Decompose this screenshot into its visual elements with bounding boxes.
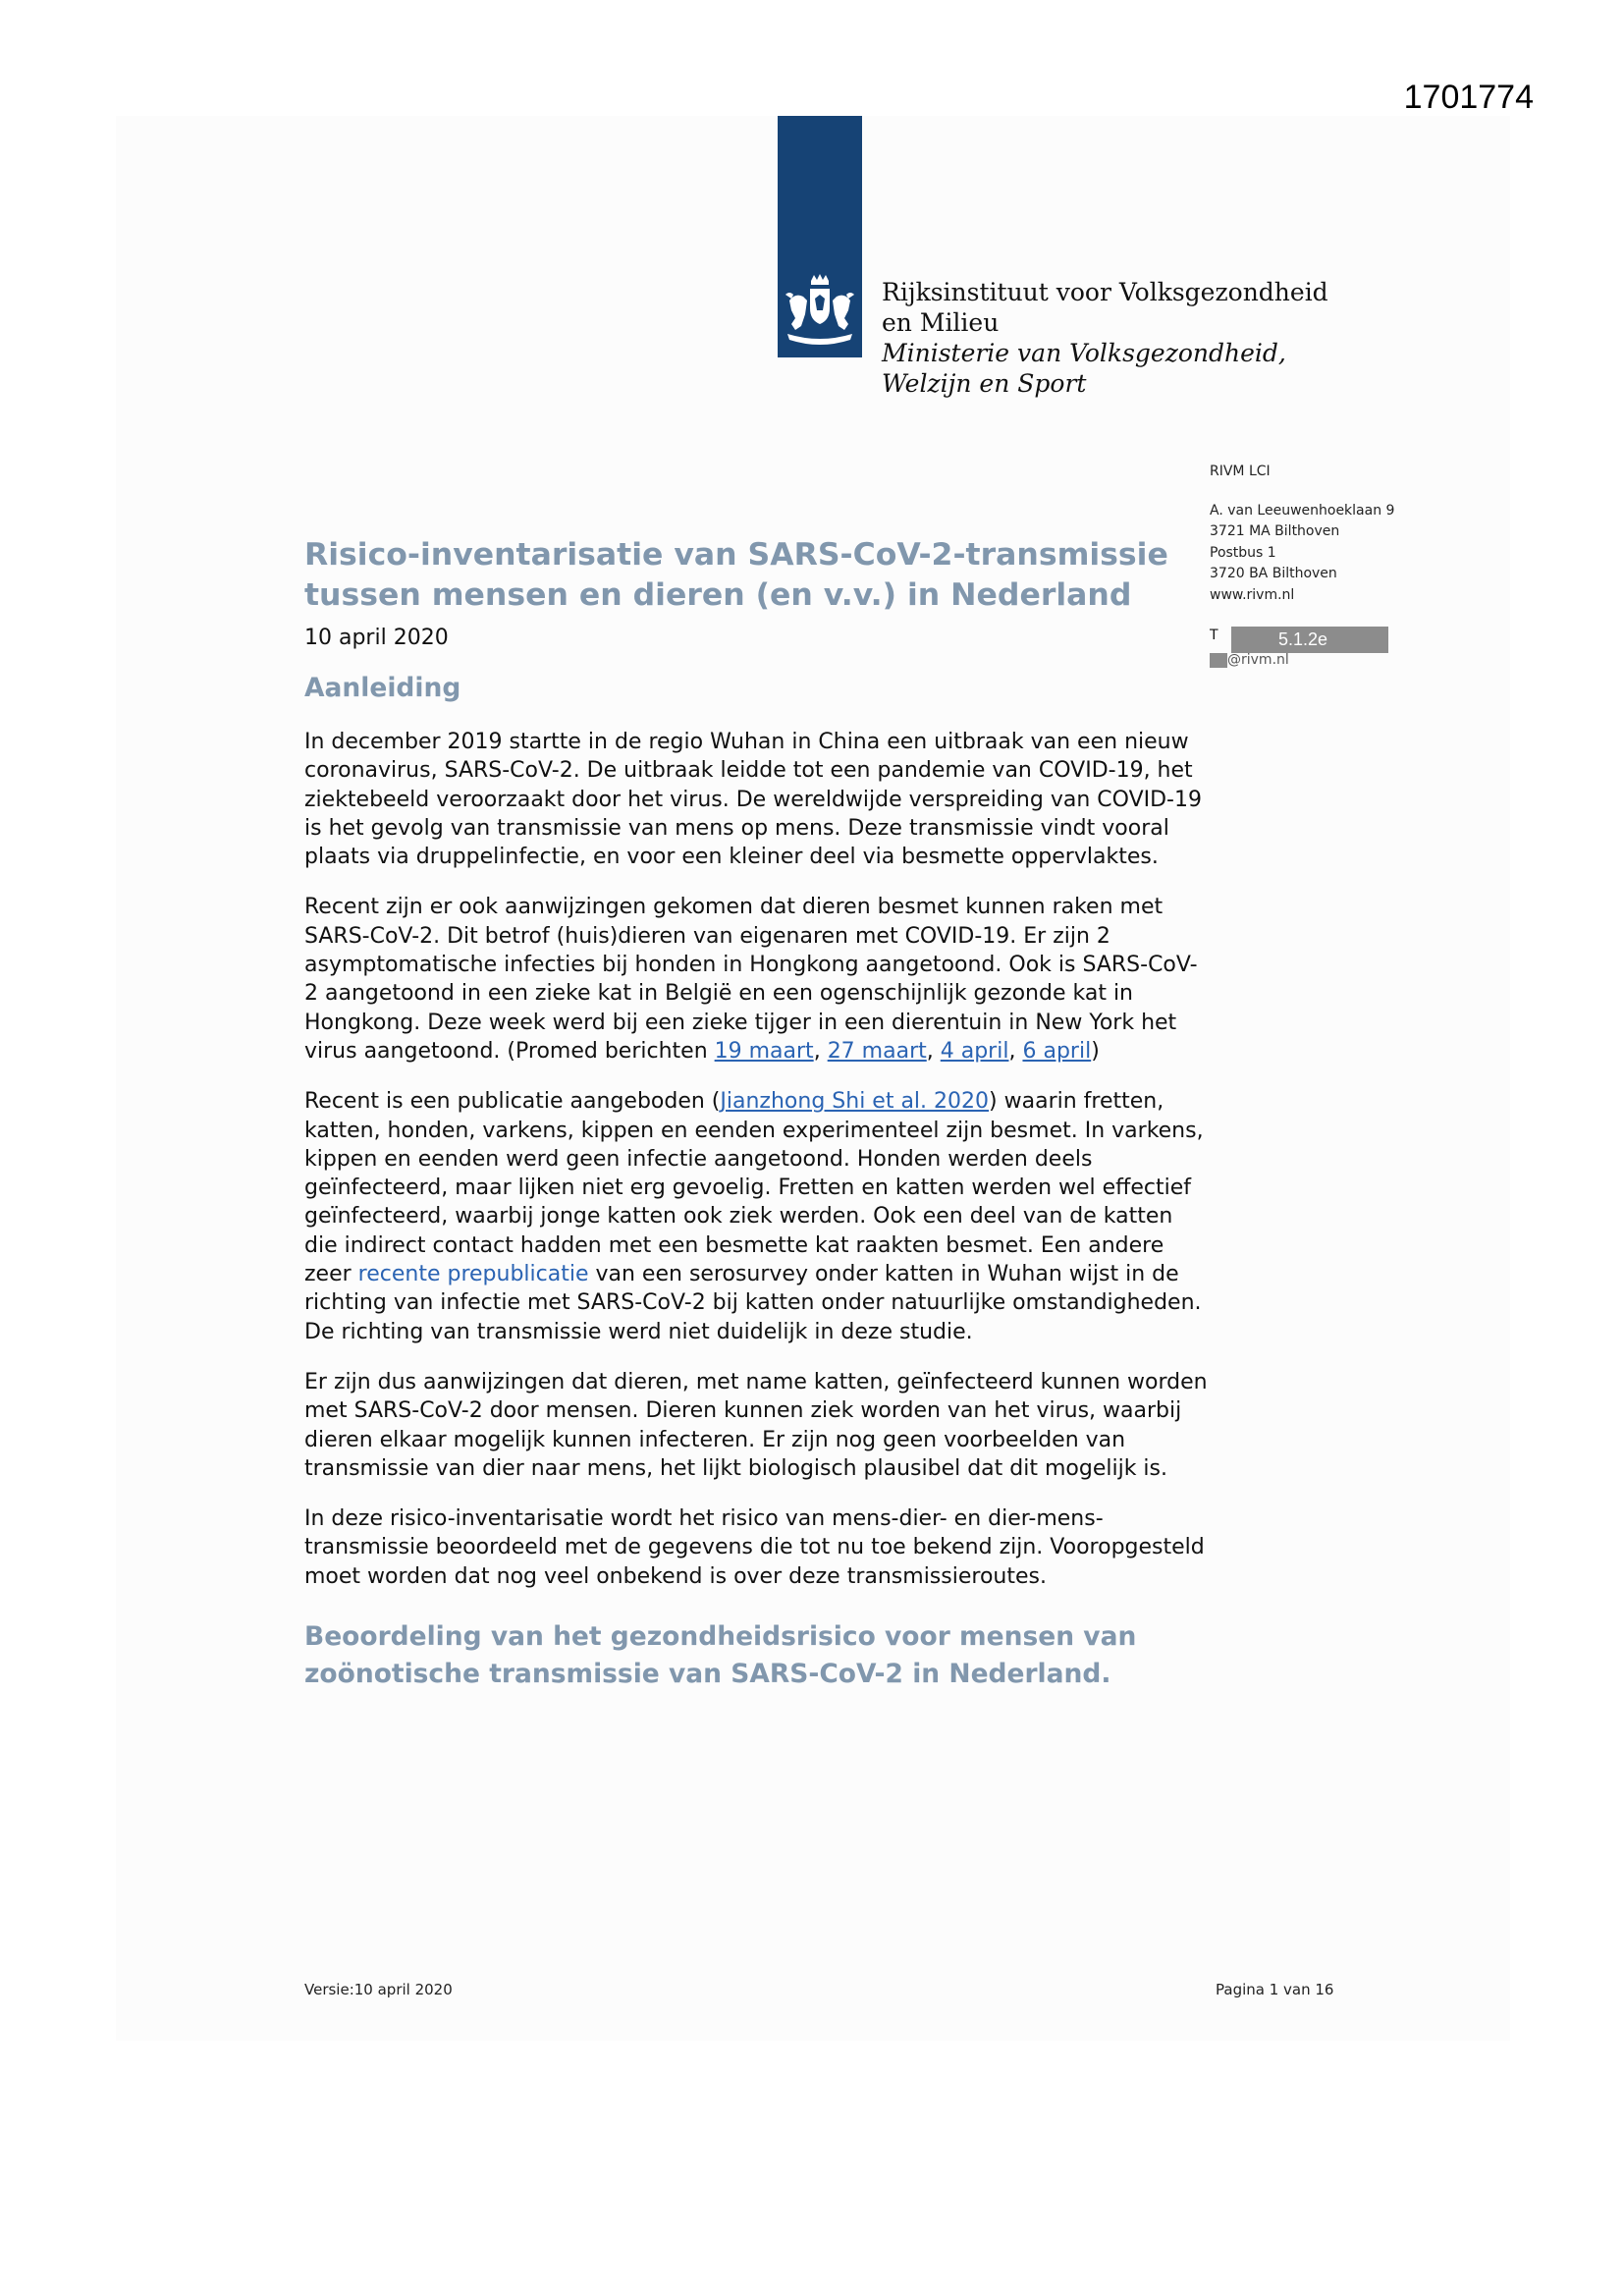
- address-line: 3721 MA Bilthoven: [1210, 523, 1340, 539]
- redaction-box: 5.1.2e: [1231, 627, 1388, 653]
- logo-wordmark: [882, 277, 1328, 399]
- document-title: Risico-inventarisatie van SARS-CoV-2-transmissie tussen mensen en dieren (en v.v.) in Nederland: [304, 537, 1168, 613]
- email-fragment: @rivm.nl: [1227, 652, 1289, 668]
- logo-line-4: Welzijn en Sport: [882, 369, 1087, 398]
- paragraph-5: In deze risico-inventarisatie wordt het risico van mens-dier- en dier-mens-transmissie beoordeeld met de gegevens die tot nu toe bekend zijn. Vooropgesteld moet worden dat nog veel onbekend is over deze transmissieroutes.: [304, 1506, 1205, 1589]
- paragraph-3-part-a: Recent is een publicatie aangeboden (: [304, 1089, 721, 1115]
- redaction-box-small: [1210, 653, 1227, 668]
- section-heading-aanleiding: Aanleiding: [304, 673, 461, 703]
- footer-version: Versie:10 april 2020: [304, 1981, 453, 1998]
- website-line: www.rivm.nl: [1210, 586, 1295, 603]
- sender-block: [1210, 462, 1394, 606]
- document-date: 10 april 2020: [304, 626, 449, 650]
- paragraph-3-part-c: van een serosurvey onder katten in Wuhan wijst in de richting van infectie met SARS-CoV-2 bij katten onder natuurlijke omstandigheden. De richting van transmissie werd niet duidelijk in deze studie.: [304, 1262, 1202, 1344]
- rijksoverheid-logo-bar: [778, 116, 862, 357]
- promed-link-6-april[interactable]: 6 april: [1022, 1038, 1092, 1064]
- paragraph-4: Er zijn dus aanwijzingen dat dieren, met name katten, geïnfecteerd kunnen worden met SARS-CoV-2 door mensen. Dieren kunnen ziek worden van het virus, waarbij dieren elkaar mogelijk kunnen infecteren. Er zijn nog geen voorbeelden van transmissie van dier naar mens, het lijkt biologisch plausibel dat dit mogelijk is.: [304, 1369, 1208, 1481]
- paragraph-3: [304, 1087, 1208, 1346]
- promed-link-19-maart[interactable]: 19 maart: [714, 1038, 814, 1064]
- promed-link-27-maart[interactable]: 27 maart: [827, 1038, 927, 1064]
- promed-link-4-april[interactable]: 4 april: [940, 1038, 1009, 1064]
- publication-link[interactable]: Jianzhong Shi et al. 2020: [720, 1089, 990, 1115]
- main-content: [304, 535, 1208, 1693]
- link-separator: ,: [813, 1038, 828, 1064]
- address-line: Postbus 1: [1210, 544, 1276, 561]
- sender-org: RIVM LCI: [1210, 464, 1271, 479]
- paragraph-2-end: ): [1091, 1038, 1100, 1064]
- section-heading-beoordeling: Beoordeling van het gezondheidsrisico voor mensen van zoönotische transmissie van SARS-CoV-2 in Nederland.: [304, 1621, 1137, 1690]
- footer-page-number: Pagina 1 van 16: [1216, 1981, 1334, 1998]
- link-separator: ,: [1008, 1038, 1023, 1064]
- link-separator: ,: [926, 1038, 941, 1064]
- phone-label: T: [1210, 628, 1218, 643]
- address-line: 3720 BA Bilthoven: [1210, 566, 1337, 581]
- paragraph-2: [304, 893, 1208, 1066]
- prepublication-link[interactable]: recente prepublicatie: [357, 1262, 589, 1287]
- logo-line-1: Rijksinstituut voor Volksgezondheid: [882, 278, 1328, 306]
- paragraph-2-text: Recent zijn er ook aanwijzingen gekomen dat dieren besmet kunnen raken met SARS-CoV-2. Dit betrof (huis)dieren van eigenaren met COVID-19. Er zijn 2 asymptomatische infecties bij honden in Hongkong aangetoond. Ook is SARS-CoV-2 aangetoond in een zieke kat in België en een ogenschijnlijk gezonde kat in Hongkong. Deze week werd bij een zieke tijger in een dierentuin in New York het virus aangetoond. (Promed berichten: [304, 895, 1198, 1064]
- logo-line-3: Ministerie van Volksgezondheid,: [882, 339, 1286, 367]
- contact-block: [1210, 627, 1359, 670]
- coat-of-arms-icon: [778, 271, 862, 350]
- address-line: A. van Leeuwenhoeklaan 9: [1210, 502, 1395, 519]
- document-number: 1701774: [1403, 79, 1534, 116]
- paragraph-1: In december 2019 startte in de regio Wuhan in China een uitbraak van een nieuw coronavirus, SARS-CoV-2. De uitbraak leidde tot een pandemie van COVID-19, het ziektebeeld veroorzaakt door het virus. De wereldwijde verspreiding van COVID-19 is het gevolg van transmissie van mens op mens. Deze transmissie vindt vooral plaats via druppelinfectie, en voor een kleiner deel via besmette oppervlaktes.: [304, 730, 1202, 870]
- logo-line-2: en Milieu: [882, 308, 1000, 337]
- paragraph-3-part-b: ) waarin fretten, katten, honden, varkens, kippen en eenden experimenteel zijn besmet. In varkens, kippen en eenden werd geen infectie aangetoond. Honden werden deels geïnfecteerd, maar lijken niet erg gevoelig. Fretten en katten werden wel effectief geïnfecteerd, waarbij jonge katten ook ziek werden. Ook een deel van de katten die indirect contact hadden met een besmette kat raakten besmet. Een andere zeer: [304, 1089, 1204, 1287]
